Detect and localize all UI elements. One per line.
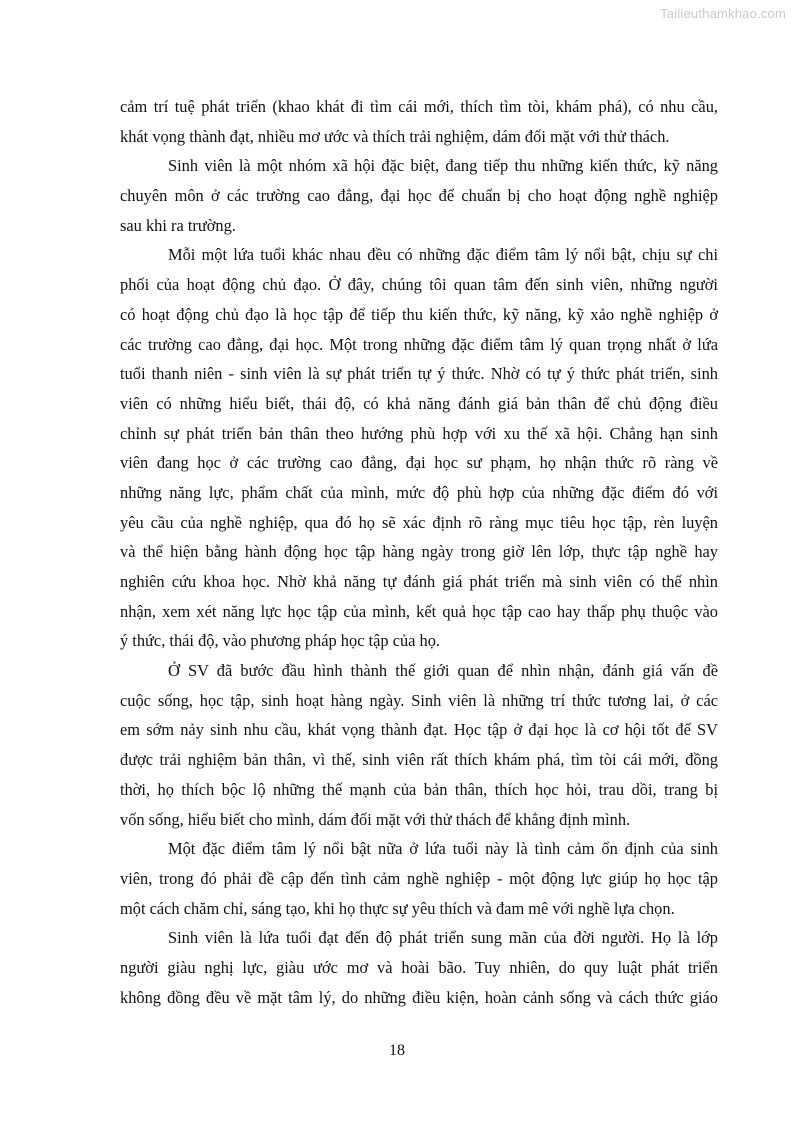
text-line: được trải nghiệm bản thân, vì thế, sinh viên rất thích khám phá, tìm tòi cái mới, đồng [120,750,718,770]
paragraph [120,923,718,1012]
text-line: viên, trong đó phải đề cập đến tình cảm nghề nghiệp - một động lực giúp họ học tập [120,868,718,888]
text-line: em sớm nảy sinh nhu cầu, khát vọng thành đạt. Học tập ở đại học là cơ hội tốt để SV [120,720,718,740]
text-line: vốn sống, hiểu biết cho mình, dám đối mặt với thử thách để khẳng định mình. [120,809,631,829]
text-line: không đồng đều về mặt tâm lý, do những điều kiện, hoàn cảnh sống và cách thức giáo [120,987,718,1007]
paragraph [120,240,718,656]
text-line: cảm trí tuệ phát triển (khao khát đi tìm cái mới, thích tìm tòi, khám phá), có nhu cầu, [120,97,718,116]
text-line: những năng lực, phẩm chất của mình, mức độ phù hợp của những đặc điểm đó với [120,482,718,502]
text-line: nghiên cứu khoa học. Nhờ khả năng tự đánh giá phát triển mà sinh viên có thể nhìn [120,572,718,591]
text-line: các trường cao đẳng, đại học. Một trong những đặc điểm tâm lý quan trọng nhất ở lứa [120,334,718,354]
text-line: sau khi ra trường. [120,215,236,235]
text-line: yêu cầu của nghề nghiệp, qua đó họ sẽ xác định rõ ràng mục tiêu học tập, rèn luyện [120,512,718,532]
text-line: viên đang học ở các trường cao đẳng, đại học sư phạm, họ nhận thức rõ ràng về [120,453,718,473]
text-line: tuổi thanh niên - sinh viên là sự phát triển tự ý thức. Nhờ có tự ý thức phát triển, sinh [120,364,718,384]
text-line: một cách chăm chỉ, sáng tạo, khi họ thực sự yêu thích và đam mê với nghề lựa chọn. [120,898,675,918]
paragraph [120,151,718,240]
text-line: phối của hoạt động chủ đạo. Ở đây, chúng tôi quan tâm đến sinh viên, những người [120,275,718,295]
paragraph [120,92,718,151]
text-line: Sinh viên là lứa tuổi đạt đến độ phát triển sung mãn của đời người. Họ là lớp [168,928,718,948]
text-line: và thể hiện bằng hành động học tập hàng ngày trong giờ lên lớp, thực tập nghề hay [120,542,718,562]
text-line: Ở SV đã bước đầu hình thành thế giới quan để nhìn nhận, đánh giá vấn đề [168,661,718,681]
page-body [120,92,718,1012]
paragraph [120,834,718,923]
watermark: Tailieuthamkhao.com [660,6,786,21]
text-line: chỉnh sự phát triển bản thân theo hướng phù hợp với xu thế xã hội. Chẳng hạn sinh [120,423,718,443]
text-line: cuộc sống, học tập, sinh hoạt hàng ngày. Sinh viên là những trí thức tương lai, ở các [120,690,718,710]
text-line: ý thức, thái độ, vào phương pháp học tập của họ. [120,631,441,651]
text-line: nhận, xem xét năng lực học tập của mình, kết quả học tập cao hay thấp phụ thuộc vào [120,601,718,621]
text-line: người giàu nghị lực, giàu ước mơ và hoài bão. Tuy nhiên, do quy luật phát triển [120,957,718,977]
text-line: thời, họ thích bộc lộ những thế mạnh của bản thân, thích học hỏi, trau dồi, trang bị [120,779,718,799]
text-line: Sinh viên là một nhóm xã hội đặc biệt, đang tiếp thu những kiến thức, kỹ năng [168,156,718,176]
text-line: có hoạt động chủ đạo là học tập để tiếp thu kiến thức, kỹ năng, kỹ xảo nghề nghiệp ở [120,304,718,324]
text-line: Mỗi một lứa tuổi khác nhau đều có những đặc điểm tâm lý nổi bật, chịu sự chi [168,245,718,265]
text-line: khát vọng thành đạt, nhiều mơ ước và thích trải nghiệm, dám đối mặt với thử thách. [120,126,670,146]
text-line: viên có những hiểu biết, thái độ, có khả năng đánh giá bản thân để chủ động điều [120,393,718,413]
page-number: 18 [389,1042,405,1059]
text-line: Một đặc điểm tâm lý nổi bật nữa ở lứa tuổi này là tình cảm ổn định của sinh [168,839,718,859]
text-line: chuyên môn ở các trường cao đẳng, đại học để chuẩn bị cho hoạt động nghề nghiệp [120,186,718,206]
paragraph [120,656,718,834]
